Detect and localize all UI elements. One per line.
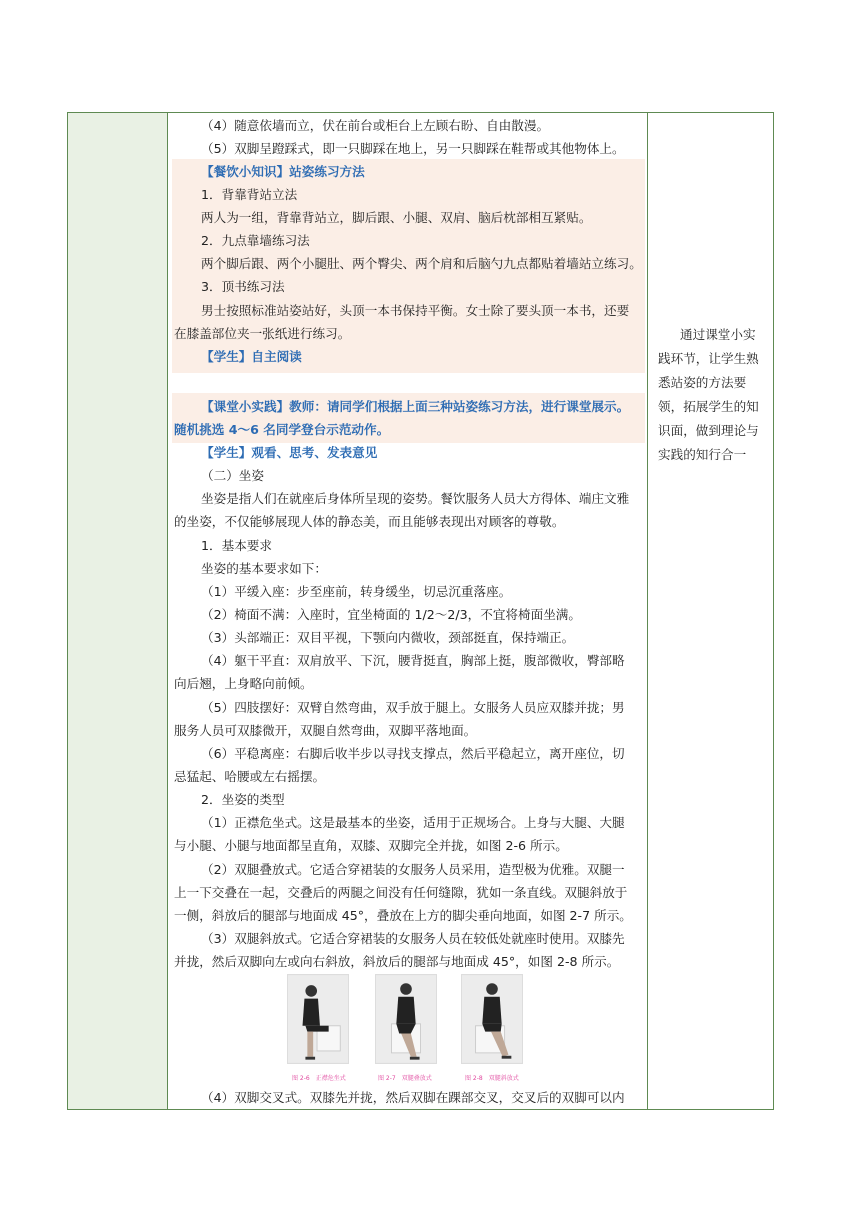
figure-caption: 图 2-7 双腿叠放式: [378, 1075, 432, 1082]
content-line: 的坐姿，不仅能够展现人体的静态美，而且能够表现出对顾客的尊敬。: [174, 514, 565, 529]
content-line: 男士按照标准站姿站好，头顶一本书保持平衡。女士除了要头顶一本书，还要: [201, 303, 630, 318]
objective-line: 领，拓展学生的知: [658, 399, 759, 414]
content-line: （4）双脚交叉式。双膝先并拢，然后双脚在踝部交叉，交叉后的双脚可以内: [201, 1090, 625, 1105]
practice-line: 随机挑选 4～6 名同学登台示范动作。: [174, 422, 390, 437]
figure-caption: 图 2-8 双腿斜放式: [465, 1075, 519, 1082]
content-column: [168, 113, 649, 1109]
seated-person-image: [376, 975, 436, 1063]
content-line: （3）双腿斜放式。它适合穿裙装的女服务人员在较低处就座时使用。双膝先: [201, 931, 625, 946]
lesson-table: [67, 112, 774, 1110]
content-line: 并拢，然后双脚向左或向右斜放，斜放后的腿部与地面成 45°，如图 2-8 所示。: [174, 954, 620, 969]
content-line: （1）正襟危坐式。这是最基本的坐姿，适用于正规场合。上身与大腿、大腿: [201, 815, 625, 830]
content-line: 1．基本要求: [201, 538, 272, 553]
content-line: 服务人员可双膝微开，双腿自然弯曲，双脚平落地面。: [174, 723, 477, 738]
content-line: 忌猛起、哈腰或左右摇摆。: [174, 769, 326, 784]
content-line: 上一下交叠在一起，交叠后的两腿之间没有任何缝隙，犹如一条直线。双腿斜放于: [174, 885, 628, 900]
content-line: 向后翘，上身略向前倾。: [174, 676, 313, 691]
objective-line: 通过课堂小实: [680, 327, 756, 342]
objective-line: 践环节，让学生熟: [658, 351, 759, 366]
content-line: 在膝盖部位夹一张纸进行练习。: [174, 326, 351, 341]
objective-line: 悉站姿的方法要: [658, 375, 747, 390]
knowledge-heading: 【餐饮小知识】站姿练习方法: [201, 164, 365, 179]
content-line: 3．顶书练习法: [201, 279, 285, 294]
practice-heading: 【课堂小实践】教师：请同学们根据上面三种站姿练习方法，进行课堂展示。: [201, 399, 630, 414]
content-line: 两个脚后跟、两个小腿肚、两个臀尖、两个肩和后脑勺九点都贴着墙站立练习。: [201, 256, 642, 271]
content-line: （2）椅面不满：入座时，宜坐椅面的 1/2～2/3，不宜将椅面坐满。: [201, 607, 581, 622]
content-line: 与小腿、小腿与地面都呈直角，双膝、双脚完全并拢，如图 2-6 所示。: [174, 838, 568, 853]
content-line: 坐姿是指人们在就座后身体所呈现的姿势。餐饮服务人员大方得体、端庄文雅: [201, 491, 630, 506]
section-heading: （二）坐姿: [201, 468, 264, 483]
content-line: （3）头部端正：双目平视，下颚向内微收，颈部挺直，保持端正。: [201, 630, 575, 645]
seated-person-image: [462, 975, 522, 1063]
figure-caption: 图 2-6 正襟危坐式: [292, 1075, 346, 1082]
student-heading: 【学生】观看、思考、发表意见: [201, 445, 378, 460]
right-column: [647, 113, 773, 1109]
figure-photo-2-6: [287, 974, 349, 1064]
content-line: （4）随意依墙而立，伏在前台或柜台上左顾右盼、自由散漫。: [201, 118, 550, 133]
content-line: 2．九点靠墙练习法: [201, 233, 310, 248]
objective-note: [658, 323, 764, 467]
content-line: （2）双腿叠放式。它适合穿裙装的女服务人员采用，造型极为优雅。双腿一: [201, 862, 625, 877]
content-line: （4）躯干平直：双肩放平、下沉，腰背挺直，胸部上挺，腹部微收，臀部略: [201, 653, 625, 668]
content-line: 2．坐姿的类型: [201, 792, 285, 807]
content-line: 两人为一组，背靠背站立，脚后跟、小腿、双肩、脑后枕部相互紧贴。: [201, 210, 592, 225]
figure-photo-2-8: [461, 974, 523, 1064]
content-line: （6）平稳离座：右脚后收半步以寻找支撑点，然后平稳起立，离开座位，切: [201, 746, 625, 761]
content-line: 1．背靠背站立法: [201, 187, 298, 202]
student-heading: 【学生】自主阅读: [201, 349, 302, 364]
content-line: （1）平缓入座：步至座前，转身缓坐，切忌沉重落座。: [201, 584, 512, 599]
objective-line: 识面，做到理论与: [658, 423, 759, 438]
content-line: （5）双脚呈蹬踩式，即一只脚踩在地上，另一只脚踩在鞋帮或其他物体上。: [201, 141, 625, 156]
seated-person-image: [288, 975, 348, 1063]
figure-photo-2-7: [375, 974, 437, 1064]
content-line: 一侧，斜放后的腿部与地面成 45°，叠放在上方的脚尖垂向地面，如图 2-7 所示。: [174, 908, 632, 923]
content-line: 坐姿的基本要求如下：: [201, 561, 327, 576]
objective-line: 实践的知行合一: [658, 447, 747, 462]
content-line: （5）四肢摆好：双臂自然弯曲，双手放于腿上。女服务人员应双膝并拢；男: [201, 700, 625, 715]
left-column: [68, 113, 168, 1109]
